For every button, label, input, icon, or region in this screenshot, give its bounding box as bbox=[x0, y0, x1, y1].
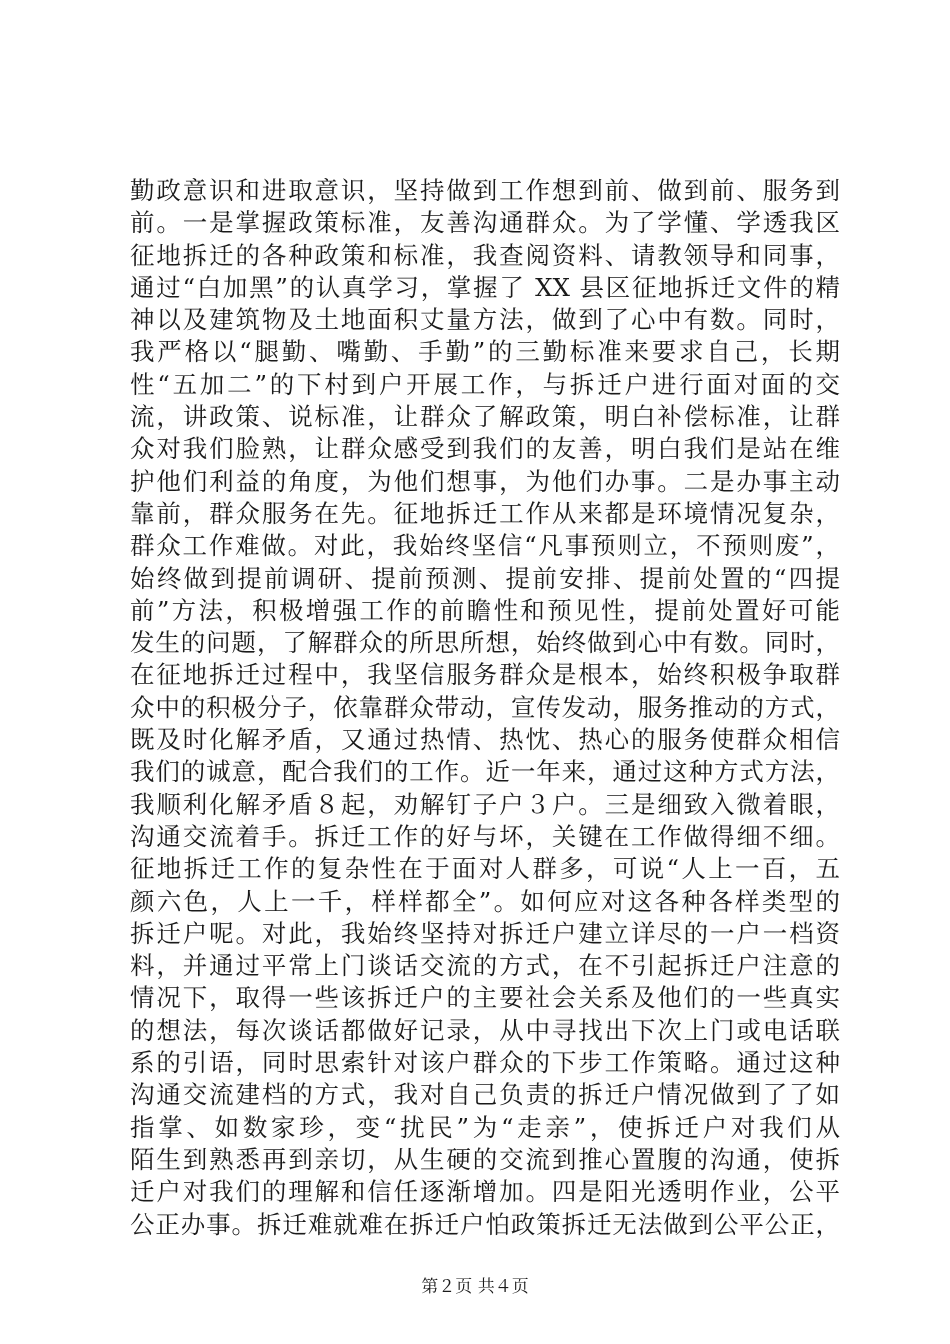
text-line: 群众工作难做。对此，我始终坚信“凡事预则立，不预则废”， bbox=[130, 531, 840, 561]
text-line: 护他们利益的角度，为他们想事，为他们办事。二是办事主动 bbox=[130, 466, 840, 496]
text-line: 既及时化解矛盾，又通过热情、热忱、热心的服务使群众相信 bbox=[130, 725, 840, 755]
text-line: 通过“白加黑”的认真学习，掌握了 XX 县区征地拆迁文件的精 bbox=[130, 272, 840, 302]
text-line: 性“五加二”的下村到户开展工作，与拆迁户进行面对面的交 bbox=[130, 369, 840, 399]
text-line: 的想法，每次谈话都做好记录，从中寻找出下次上门或电话联 bbox=[130, 1015, 840, 1045]
text-line: 陌生到熟悉再到亲切，从生硬的交流到推心置腹的沟通，使拆 bbox=[130, 1144, 840, 1174]
text-line: 系的引语，同时思索针对该户群众的下步工作策略。通过这种 bbox=[130, 1048, 840, 1078]
text-line: 众中的积极分子，依靠群众带动，宣传发动，服务推动的方式， bbox=[130, 692, 840, 722]
text-line: 勤政意识和进取意识，坚持做到工作想到前、做到前、服务到 bbox=[130, 176, 840, 205]
text-line: 在征地拆迁过程中，我坚信服务群众是根本，始终积极争取群 bbox=[130, 660, 840, 690]
text-line: 征地拆迁的各种政策和标准，我查阅资料、请教领导和同事， bbox=[130, 240, 840, 270]
text-line: 前”方法，积极增强工作的前瞻性和预见性，提前处置好可能 bbox=[130, 595, 840, 625]
text-line: 颜六色，人上一千，样样都全”。如何应对这各种各样类型的 bbox=[130, 886, 840, 916]
text-line: 众对我们脸熟，让群众感受到我们的友善，明白我们是站在维 bbox=[130, 434, 840, 464]
body-paragraph bbox=[130, 175, 840, 1241]
text-line: 料，并通过平常上门谈话交流的方式，在不引起拆迁户注意的 bbox=[130, 951, 840, 981]
text-line: 情况下，取得一些该拆迁户的主要社会关系及他们的一些真实 bbox=[130, 983, 840, 1013]
text-line: 流，讲政策、说标准，让群众了解政策，明白补偿标准，让群 bbox=[130, 402, 840, 432]
text-line: 征地拆迁工作的复杂性在于面对人群多，可说“人上一百，五 bbox=[130, 854, 840, 884]
text-line: 迁户对我们的理解和信任逐渐增加。四是阳光透明作业，公平 bbox=[130, 1177, 840, 1207]
page-footer: 第２页 共４页 bbox=[421, 1277, 529, 1297]
text-line: 公正办事。拆迁难就难在拆迁户怕政策拆迁无法做到公平公正， bbox=[130, 1209, 840, 1239]
text-line: 指掌、如数家珍，变“扰民”为“走亲”，使拆迁户对我们从 bbox=[130, 1112, 840, 1142]
text-line: 前。一是掌握政策标准，友善沟通群众。为了学懂、学透我区 bbox=[130, 208, 840, 238]
text-line: 我们的诚意，配合我们的工作。近一年来，通过这种方式方法， bbox=[130, 757, 840, 787]
text-line: 我严格以“腿勤、嘴勤、手勤”的三勤标准来要求自己，长期 bbox=[130, 337, 840, 367]
text-line: 拆迁户呢。对此，我始终坚持对拆迁户建立详尽的一户一档资 bbox=[130, 918, 840, 948]
text-line: 我顺利化解矛盾８起，劝解钉子户３户。三是细致入微着眼， bbox=[130, 789, 840, 819]
text-line: 沟通交流建档的方式，我对自己负责的拆迁户情况做到了了如 bbox=[130, 1080, 840, 1110]
text-line: 神以及建筑物及土地面积丈量方法，做到了心中有数。同时， bbox=[130, 305, 840, 335]
text-line: 沟通交流着手。拆迁工作的好与坏，关键在工作做得细不细。 bbox=[130, 821, 840, 851]
text-line: 始终做到提前调研、提前预测、提前安排、提前处置的“四提 bbox=[130, 563, 840, 593]
text-line: 发生的问题，了解群众的所思所想，始终做到心中有数。同时， bbox=[130, 628, 840, 658]
text-line: 靠前，群众服务在先。征地拆迁工作从来都是环境情况复杂， bbox=[130, 498, 840, 528]
